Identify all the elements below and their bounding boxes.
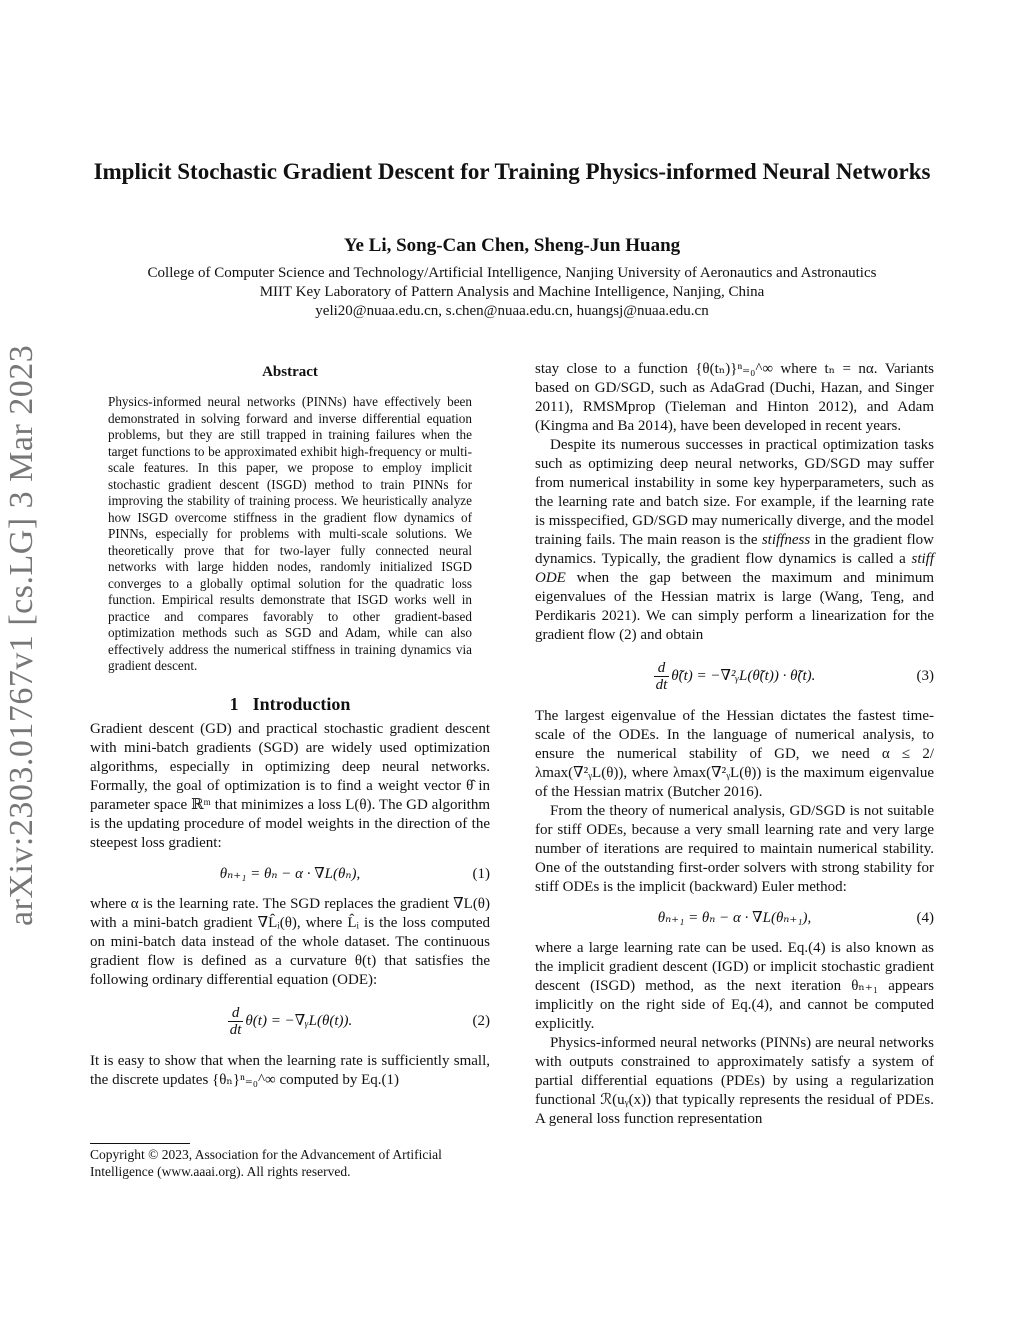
abstract-text: Physics-informed neural networks (PINNs) have effectively been demonstrated in solving forward and inverse differential equation problems, but they are still trapped in training failures when the target functions to be approximated exhibit high-frequency or multi-scale features. In this paper, we propose to employ implicit stochastic gradient descent (ISGD) method to train PINNs for improving the stability of training process. We heuristically analyze how ISGD overcome stiffness in the gradient flow dynamics of PINNs, especially for problems with multi-scale solutions. We theoretically prove that for two-layer fully connected neural networks with large hidden nodes, randomly initialized ISGD converges to a globally optimal solution for the quadratic loss function. Empirical results demonstrate that ISGD works well in practice and compares favorably to other gradient-based optimization methods such as SGD and Adam, while can also effectively address the numerical stiffness in training dynamics via gradient descent. xyxy=(108,394,472,673)
author-list: Ye Li, Song-Can Chen, Sheng-Jun Huang xyxy=(343,235,681,256)
author-emails: yeli20@nuaa.edu.cn, s.chen@nuaa.edu.cn, huangsj@nuaa.edu.cn xyxy=(315,303,709,319)
equation-2 xyxy=(90,1000,490,1042)
affiliation-1: College of Computer Science and Technology/Artificial Intelligence, Nanjing University of Aeronautics and Astronautics xyxy=(147,265,877,281)
equation-4 xyxy=(535,907,934,929)
equation-2-fraction xyxy=(228,1005,244,1038)
right-column xyxy=(535,360,934,1129)
equation-4-number: (4) xyxy=(916,910,934,926)
footnote-text: Copyright © 2023, Association for the Advancement of Artificial Intelligence (www.aaai.org). All rights reserved. xyxy=(90,1147,442,1179)
p2-text-c: when the gap between the maximum and minimum eigenvalues of the Hessian matrix is large (Wang, Teng, and Perdikaris 2021). We can simply perform a linearization for the gradient flow (2) and obtain xyxy=(535,570,934,643)
intro-paragraph-3: It is easy to show that when the learning rate is sufficiently small, the discrete updates {θₙ}ⁿ₌₀^∞ computed by Eq.(1) xyxy=(90,1052,490,1088)
right-paragraph-4: From the theory of numerical analysis, GD/SGD is not suitable for stiff ODEs, because a very small learning rate and very large number of iterations are required to maintain numerical stability. One of the outstanding first-order solvers with strong stability for stiff ODEs is the implicit (backward) Euler method: xyxy=(535,803,934,895)
equation-1-body: θₙ₊₁ = θₙ − α · ∇L(θₙ), xyxy=(219,865,361,882)
fraction-denominator: dt xyxy=(655,677,668,694)
equation-1 xyxy=(90,863,490,885)
equation-3-body: θ̃(t) = −∇²ᵧL(θ̃(t)) · θ̃(t). xyxy=(671,668,816,684)
fraction-numerator: d xyxy=(228,1005,244,1022)
section-title: Introduction xyxy=(252,693,351,714)
equation-3 xyxy=(535,655,934,697)
p2-text-a: Despite its numerous successes in practical optimization tasks such as optimizing deep neural networks, GD/SGD may suffer from numerical instability in some key hyperparameters, such as the learning rate and batch size. For example, if the learning rate is misspecified, GD/SGD may numerically diverge, and the model training fails. The main reason is the xyxy=(535,437,934,548)
section-heading-introduction xyxy=(90,695,490,714)
arxiv-sidebar-stamp: arXiv:2303.01767v1 [cs.LG] 3 Mar 2023 xyxy=(3,344,40,926)
right-paragraph-5: where a large learning rate can be used. Eq.(4) is also known as the implicit gradient descent (IGD) or implicit stochastic gradient descent (ISGD) method, as the next iteration θₙ₊₁ appears implicitly on the right side of Eq.(4), and cannot be computed explicitly. xyxy=(535,940,934,1032)
paper-title: Implicit Stochastic Gradient Descent for Training Physics-informed Neural Networks xyxy=(93,159,931,184)
right-paragraph-1: stay close to a function {θ(tₙ)}ⁿ₌₀^∞ where tₙ = nα. Variants based on GD/SGD, such as AdaGrad (Duchi, Hazan, and Singer 2011), RMSMprop (Tieleman and Hinton 2012), and Adam (Kingma and Ba 2014), have been developed in recent years. xyxy=(535,361,934,434)
section-number: 1 xyxy=(229,693,239,714)
footnote-rule xyxy=(90,1143,190,1144)
equation-3-fraction xyxy=(654,660,670,693)
fraction-denominator: dt xyxy=(229,1021,242,1038)
fraction-numerator: d xyxy=(654,660,670,677)
abstract-heading: Abstract xyxy=(262,364,318,380)
copyright-footnote xyxy=(90,1143,490,1180)
right-paragraph-6: Physics-informed neural networks (PINNs) are neural networks with outputs constrained to approximately satisfy a system of partial differential equations (PDEs) by using a regularization functional ℛ(uᵧ(x)) that typically represents the residual of PDEs. A general loss function representation xyxy=(535,1035,934,1127)
equation-1-number: (1) xyxy=(472,865,490,882)
right-paragraph-2 xyxy=(535,436,934,645)
p2-emphasis-stiffness: stiffness xyxy=(761,532,811,548)
p2-emphasis-stiff-ode: stiff ODE xyxy=(535,551,934,586)
equation-2-number: (2) xyxy=(472,1012,490,1029)
equation-2-body: θ(t) = −∇ᵧL(θ(t)). xyxy=(245,1012,353,1029)
right-paragraph-3: The largest eigenvalue of the Hessian dictates the fastest time-scale of the ODEs. In the language of numerical analysis, to ensure the numerical stability of GD, we need α ≤ 2/λmax(∇²ᵧL(θ)), where λmax(∇²ᵧL(θ)) is the maximum eigenvalue of the Hessian matrix (Butcher 2016). xyxy=(535,708,934,800)
affiliations xyxy=(70,264,954,321)
equation-3-number: (3) xyxy=(916,668,934,684)
p2-text-b: in the gradient flow dynamics. Typically, the gradient flow dynamics is called a xyxy=(535,532,934,567)
equation-4-body: θₙ₊₁ = θₙ − α · ∇L(θₙ₊₁), xyxy=(657,910,812,926)
intro-paragraph-1: Gradient descent (GD) and practical stochastic gradient descent with mini-batch gradients (SGD) are widely used optimization algorithms, especially in optimizing deep neural networks. Formally, the goal of optimization is to find a weight vector θ̂ in parameter space ℝᵐ that minimizes a loss L(θ). The GD algorithm is the updating procedure of model weights in the direction of the steepest loss gradient: xyxy=(90,720,490,851)
affiliation-2: MIIT Key Laboratory of Pattern Analysis and Machine Intelligence, Nanjing, China xyxy=(259,284,765,300)
left-column xyxy=(90,360,490,1090)
intro-paragraph-2: where α is the learning rate. The SGD replaces the gradient ∇L(θ) with a mini-batch gradient ∇L̂ᵢ(θ), where L̂ᵢ is the loss computed on mini-batch data instead of the whole dataset. The continuous gradient flow is defined as a curvature θ(t) that satisfies the following ordinary differential equation (ODE): xyxy=(90,895,490,988)
